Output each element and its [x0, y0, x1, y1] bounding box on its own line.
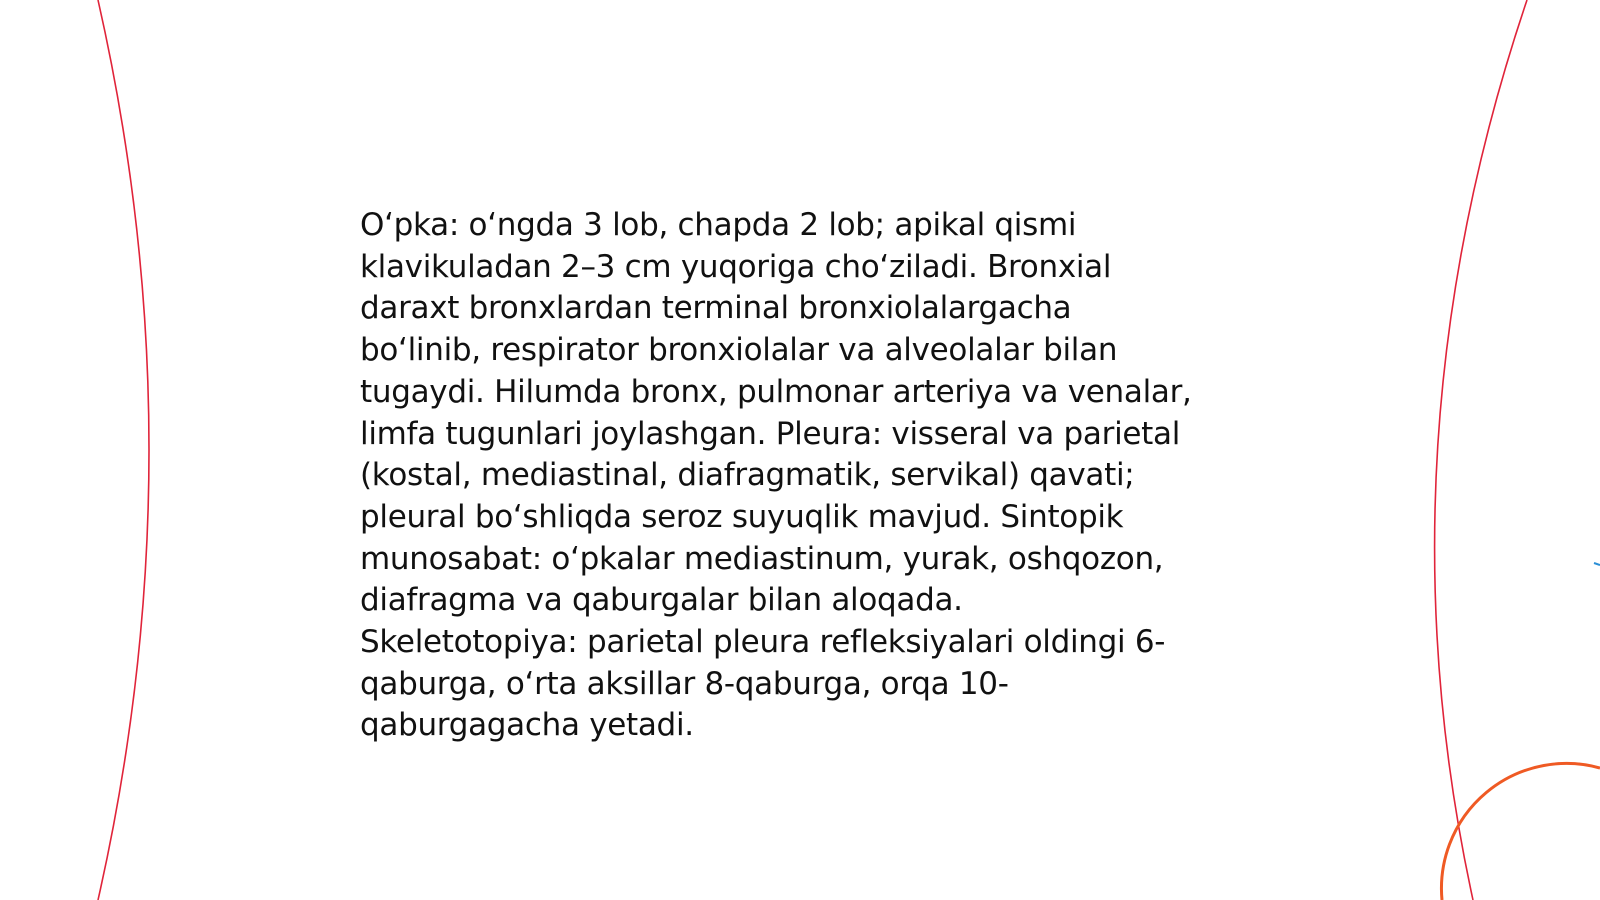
left-red-arc	[98, 0, 149, 900]
body-text: O‘pka: o‘ngda 3 lob, chapda 2 lob; apikal qismi klavikuladan 2–3 cm yuqoriga cho‘ziladi. Bronxial daraxt bronxlardan terminal bronxiolalargacha bo‘linib, respirator bronxiolalar va alveolalar bilan tugaydi. Hilumda bronx, pulmonar arteriya va venalar, limfa tugunlari joylashgan. Pleura: visseral va parietal (kostal, mediastinal, diafragmatik, servikal) qavati; pleural bo‘shliqda seroz suyuqlik mavjud. Sintopik munosabat: o‘pkalar mediastinum, yurak, oshqozon, diafragma va qaburgalar bilan aloqada. Skeletotopiya: parietal pleura refleksiyalari oldingi 6- qaburga, o‘rta aksillar 8-qaburga, orqa 10- qaburgagacha yetadi.	[360, 207, 1192, 744]
orange-circle-arc	[1441, 763, 1600, 900]
right-red-arc	[1435, 0, 1527, 900]
blue-tick-mark	[1594, 563, 1600, 565]
